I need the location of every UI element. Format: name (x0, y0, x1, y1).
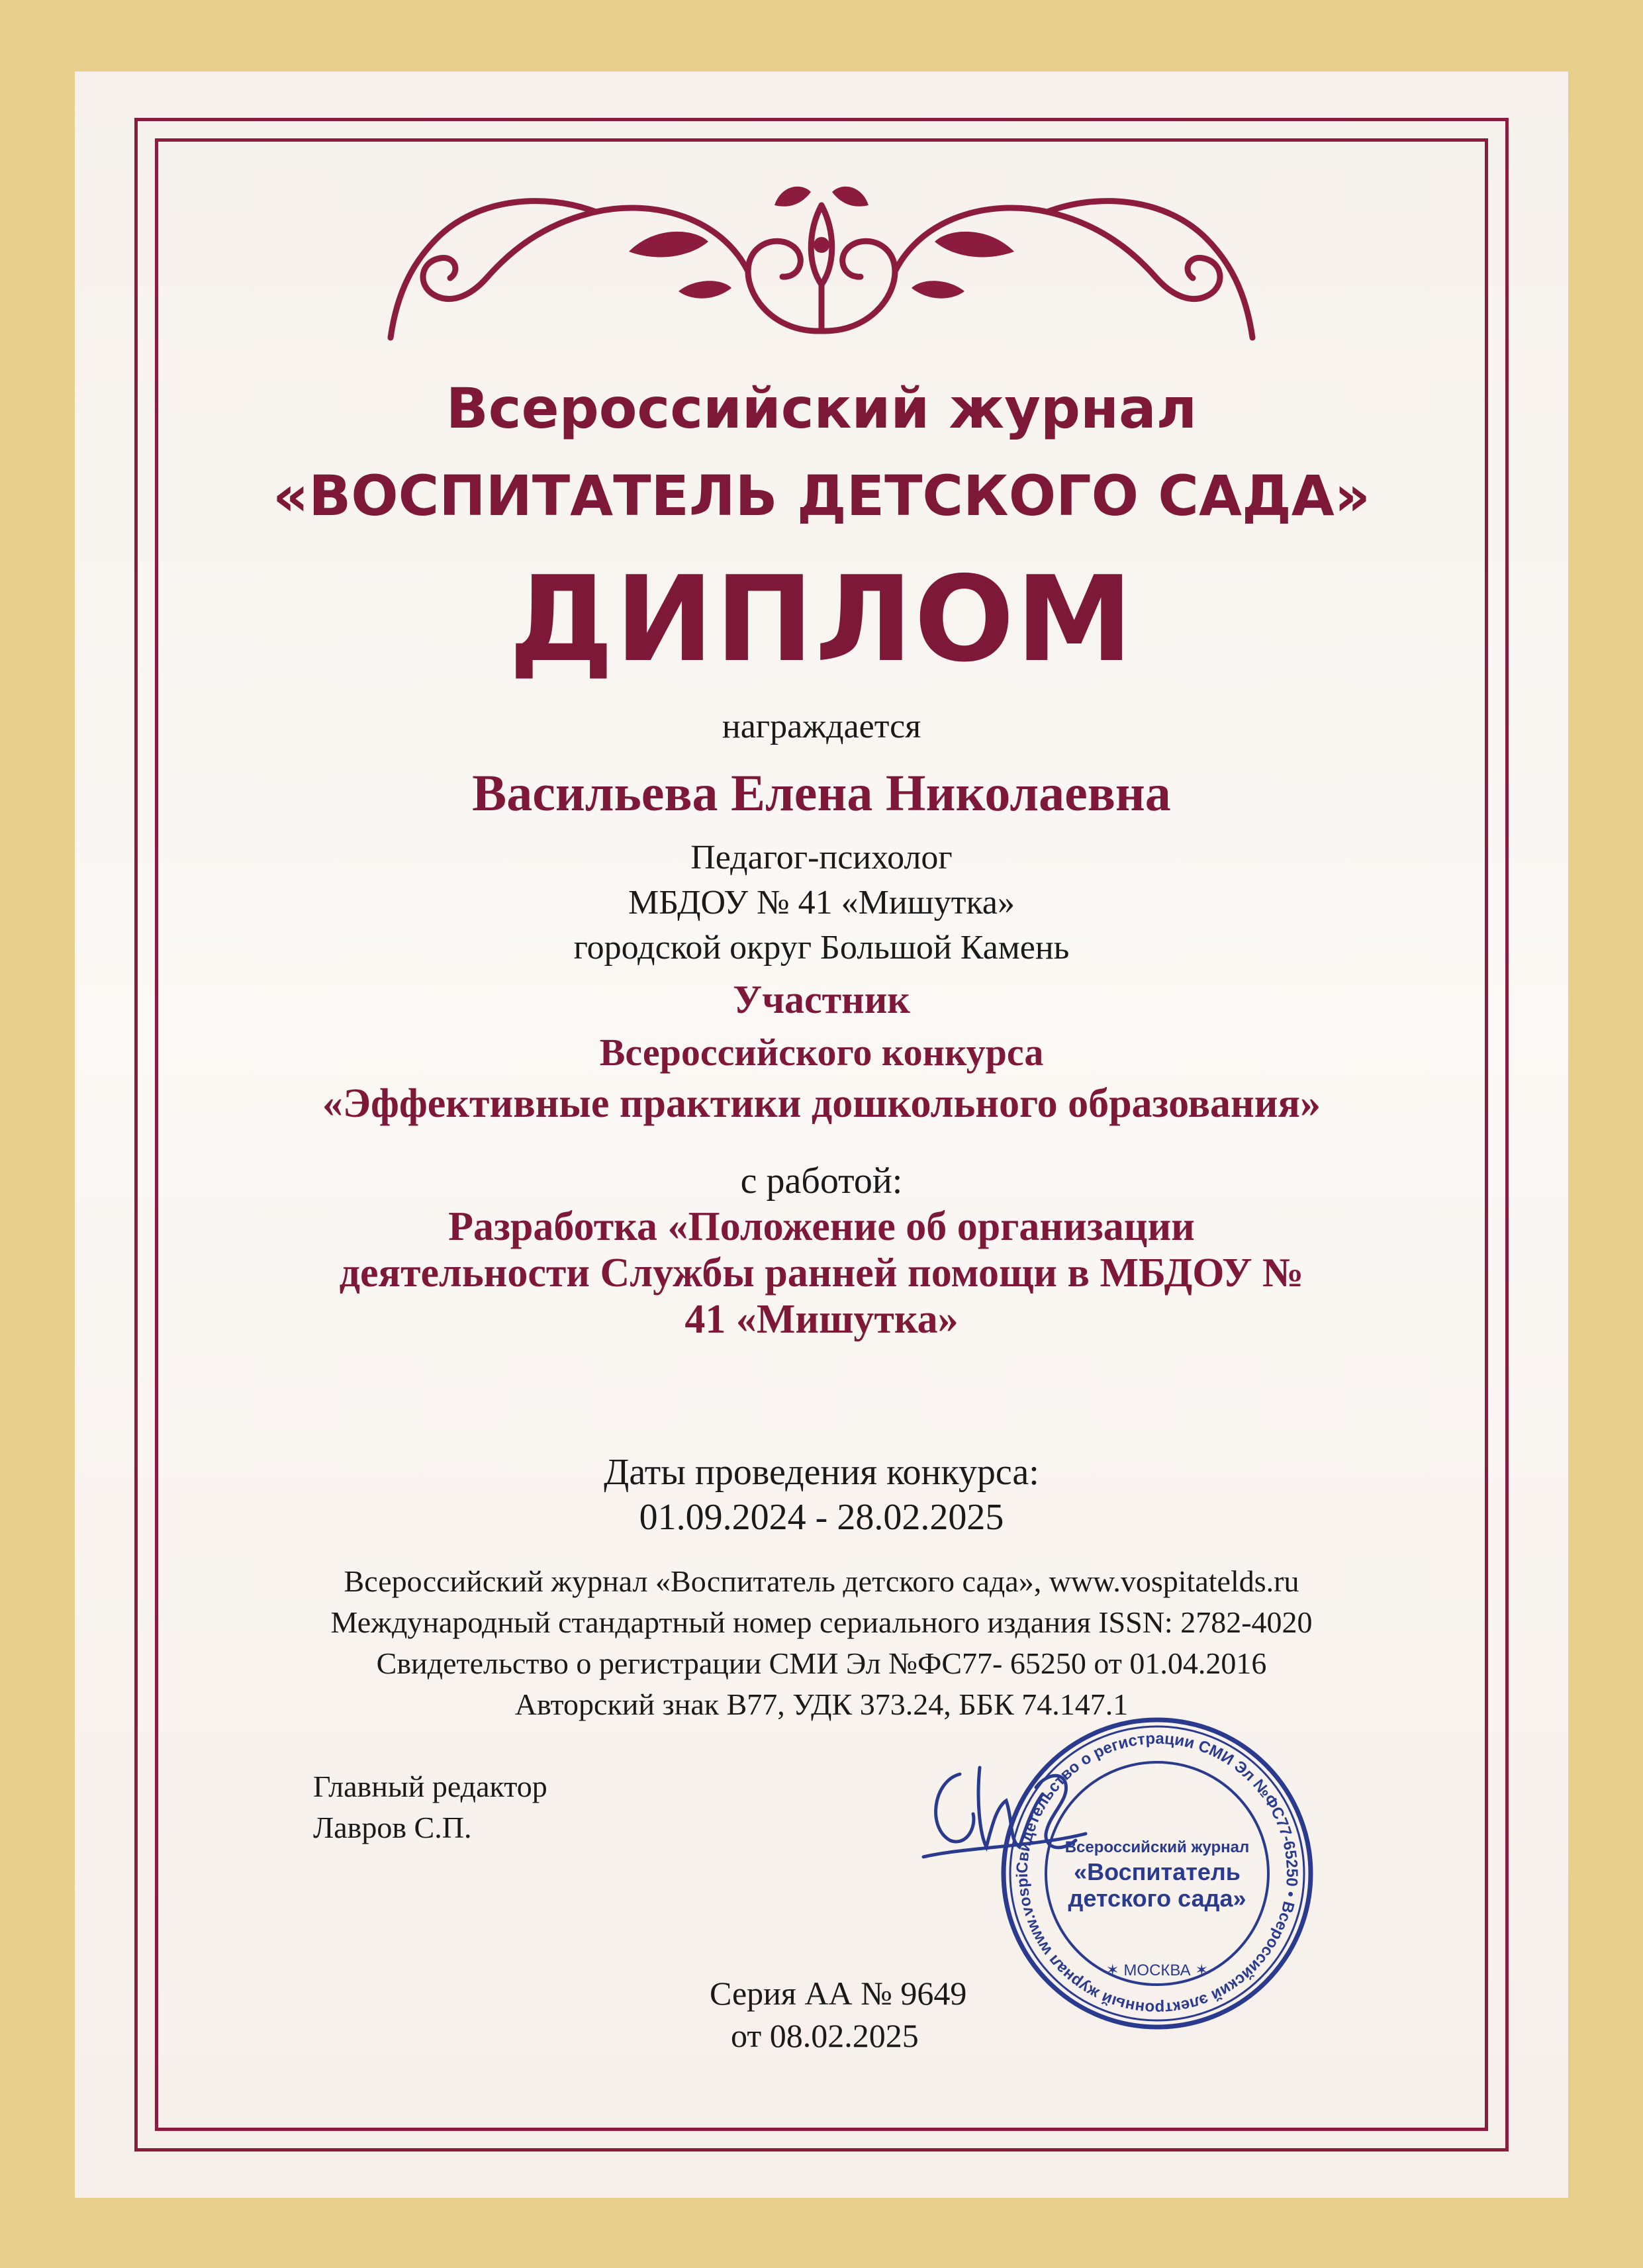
stamp-ring-text: Свидетельство о регистрации СМИ Эл №ФС77-65250 • Всероссийский электронный журнал www.vospi (1013, 1729, 1301, 2018)
flourish-ornament (377, 179, 1266, 357)
work-title-line1: Разработка «Положение об организации (448, 1204, 1195, 1249)
editor-title: Главный редактор (313, 1770, 547, 1803)
awarded-label: награждается (722, 708, 921, 745)
diploma-title: ДИПЛОМ (508, 551, 1135, 688)
work-label: с работой: (740, 1160, 903, 1202)
journal-name-line2: «ВОСПИТАТЕЛЬ ДЕТСКОГО САДА» (272, 463, 1371, 528)
journal-info-line3: Свидетельство о регистрации СМИ Эл №ФС77- 65250 от 01.04.2016 (376, 1646, 1267, 1680)
participant-status: Участник (733, 978, 910, 1021)
stamp-center-line1: Всероссийский журнал (1064, 1838, 1250, 1856)
journal-info-line2: Международный стандартный номер сериального издания ISSN: 2782-4020 (330, 1605, 1313, 1639)
recipient-organization: МБДОУ № 41 «Мишутка» (628, 884, 1015, 921)
work-title-line3: 41 «Мишутка» (684, 1297, 959, 1342)
series-number: Серия АА № 9649 (710, 1975, 967, 2012)
editor-name: Лавров С.П. (313, 1811, 472, 1844)
journal-name-line1: Всероссийский журнал (446, 376, 1197, 441)
work-title-line2: деятельности Службы ранней помощи в МБДОУ № (339, 1251, 1304, 1296)
recipient-name: Васильева Елена Николаевна (472, 764, 1171, 822)
stamp-center-line3: детского сада» (1068, 1885, 1246, 1912)
contest-name-line2: «Эффективные практики дошкольного образования» (322, 1081, 1321, 1126)
journal-info-line1: Всероссийский журнал «Воспитатель детского сада», www.vospitatelds.ru (344, 1564, 1299, 1598)
recipient-position: Педагог-психолог (690, 839, 953, 876)
stamp-city: ✶ МОСКВА ✶ (1105, 1961, 1209, 1979)
journal-stamp (998, 1715, 1316, 2032)
contest-name-line1: Всероссийского конкурса (599, 1031, 1044, 1074)
contest-dates-value: 01.09.2024 - 28.02.2025 (639, 1497, 1004, 1538)
stamp-center-line2: «Воспитатель (1074, 1858, 1241, 1885)
series-date: от 08.02.2025 (731, 2017, 919, 2054)
contest-dates-label: Даты проведения конкурса: (604, 1452, 1039, 1493)
journal-info-line4: Авторский знак В77, УДК 373.24, ББК 74.147.1 (514, 1687, 1129, 1721)
recipient-district: городской округ Большой Камень (573, 929, 1070, 967)
